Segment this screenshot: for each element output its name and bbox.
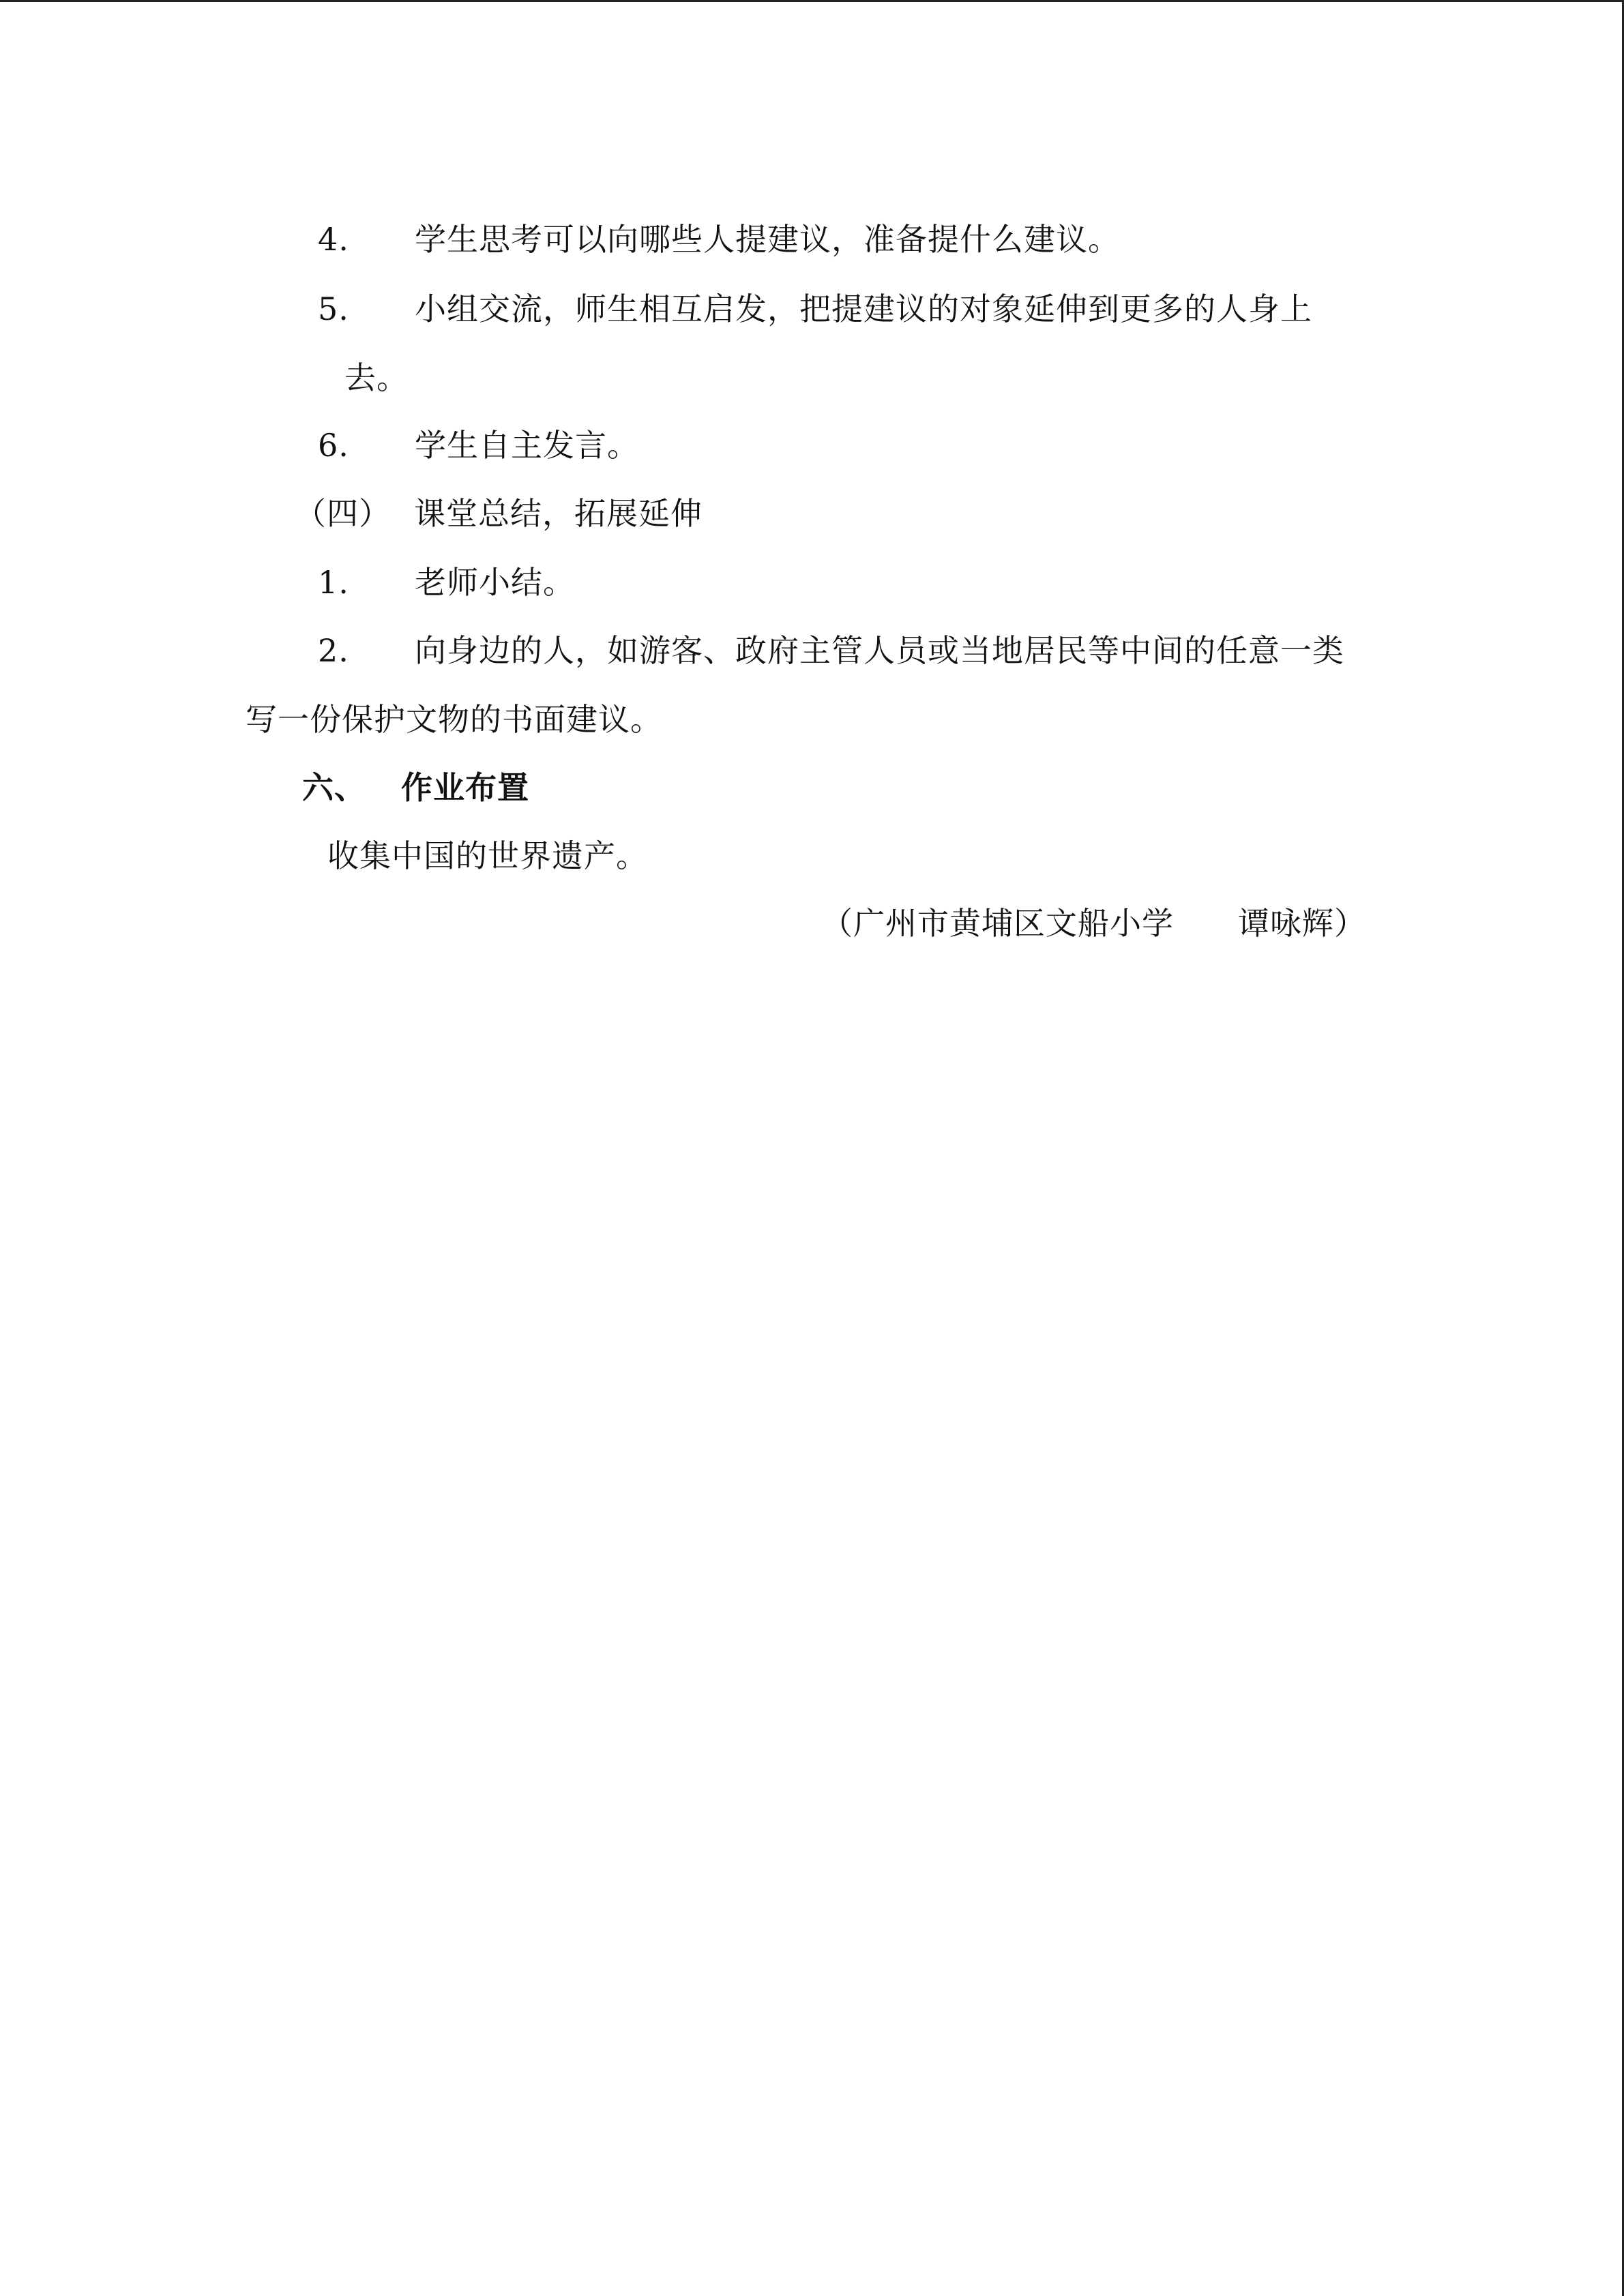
item-number: 6. — [318, 427, 349, 464]
item-text: 老师小结。 — [415, 564, 575, 601]
section-number: （四） — [295, 495, 391, 532]
author-signature: （广州市黄埔区文船小学 谭咏辉） — [821, 905, 1366, 942]
list-item — [318, 219, 1120, 260]
list-item — [318, 425, 639, 466]
section-heading — [302, 767, 529, 808]
item-continuation: 去。 — [344, 359, 409, 396]
list-item — [318, 288, 1312, 329]
item-number: 2. — [318, 632, 349, 669]
item-text: 学生思考可以向哪些人提建议，准备提什么建议。 — [415, 221, 1120, 258]
item-text: 小组交流，师生相互启发，把提建议的对象延伸到更多的人身上 — [415, 290, 1312, 327]
item-number: 1. — [318, 564, 349, 601]
item-text: 学生自主发言。 — [415, 427, 639, 464]
section-heading — [295, 493, 703, 534]
section-title: 课堂总结，拓展延伸 — [414, 495, 703, 532]
list-item — [318, 630, 1344, 671]
section-number: 六、 — [302, 769, 366, 806]
list-item — [318, 562, 575, 603]
homework-text: 收集中国的世界遗产。 — [327, 837, 648, 874]
section-title: 作业布置 — [401, 769, 529, 806]
item-text: 向身边的人，如游客、政府主管人员或当地居民等中间的任意一类 — [415, 632, 1344, 669]
item-continuation: 写一份保护文物的书面建议。 — [246, 701, 662, 738]
item-number: 5. — [318, 290, 349, 327]
item-number: 4. — [318, 221, 349, 258]
